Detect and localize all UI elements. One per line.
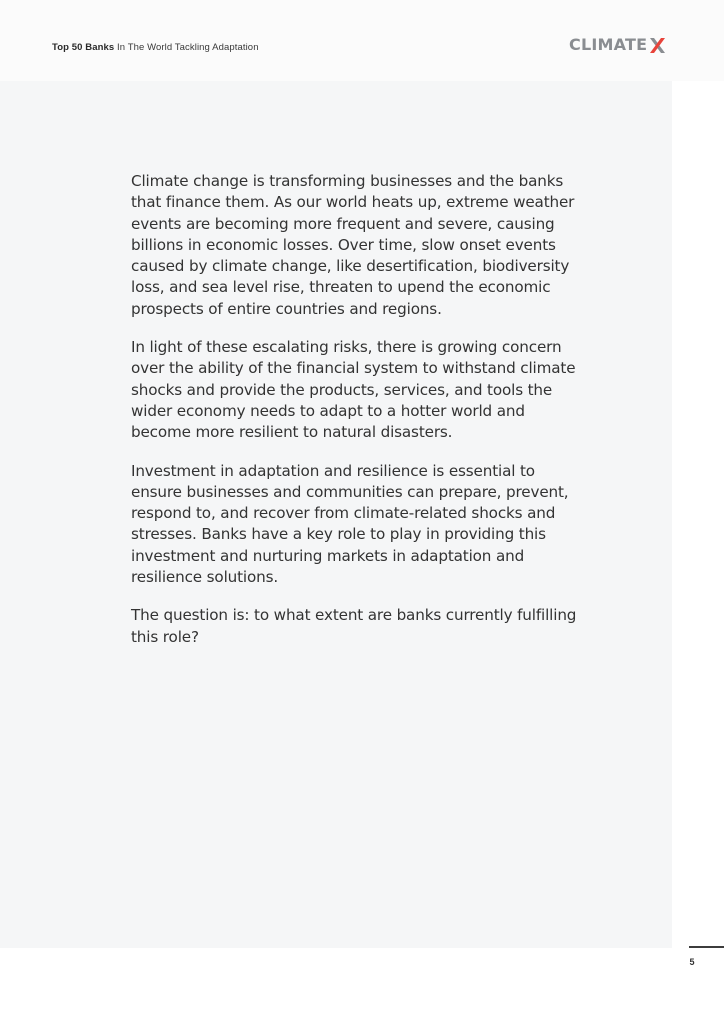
paragraph: Investment in adaptation and resilience is essential to ensure businesses and communities can prepare, prevent, respond to, and recover from climate-related shocks and stresses. Banks have a key role to play in providing this investment and nurturing markets in adaptation and resilience solutions. — [131, 461, 569, 587]
paragraph: Climate change is transforming businesses and the banks that finance them. As our world heats up, extreme weather events are becoming more frequent and severe, causing billions in economic losses. Over time, slow onset events caused by climate change, like desertification, biodiversity loss, and sea level rise, threaten to upend the economic prospects of entire countries and regions. — [131, 172, 575, 318]
paragraph: The question is: to what extent are banks currently fulfilling this role? — [131, 606, 577, 646]
paragraph: In light of these escalating risks, there is growing concern over the ability of the financial system to withstand climate shocks and provide the products, services, and tools the wider economy needs to adapt to a hotter world and become more resilient to natural disasters. — [131, 338, 576, 442]
document-title — [52, 42, 259, 53]
document-title-bold: Top 50 Banks — [52, 42, 115, 53]
logo-text: CLIMATE — [569, 35, 648, 54]
x-mark-icon — [650, 38, 665, 53]
document-title-rest: In The World Tackling Adaptation — [114, 42, 259, 53]
climate-x-logo — [569, 36, 665, 54]
page-number-rule — [689, 946, 724, 948]
page-number: 5 — [689, 957, 695, 967]
body-text — [131, 171, 579, 665]
